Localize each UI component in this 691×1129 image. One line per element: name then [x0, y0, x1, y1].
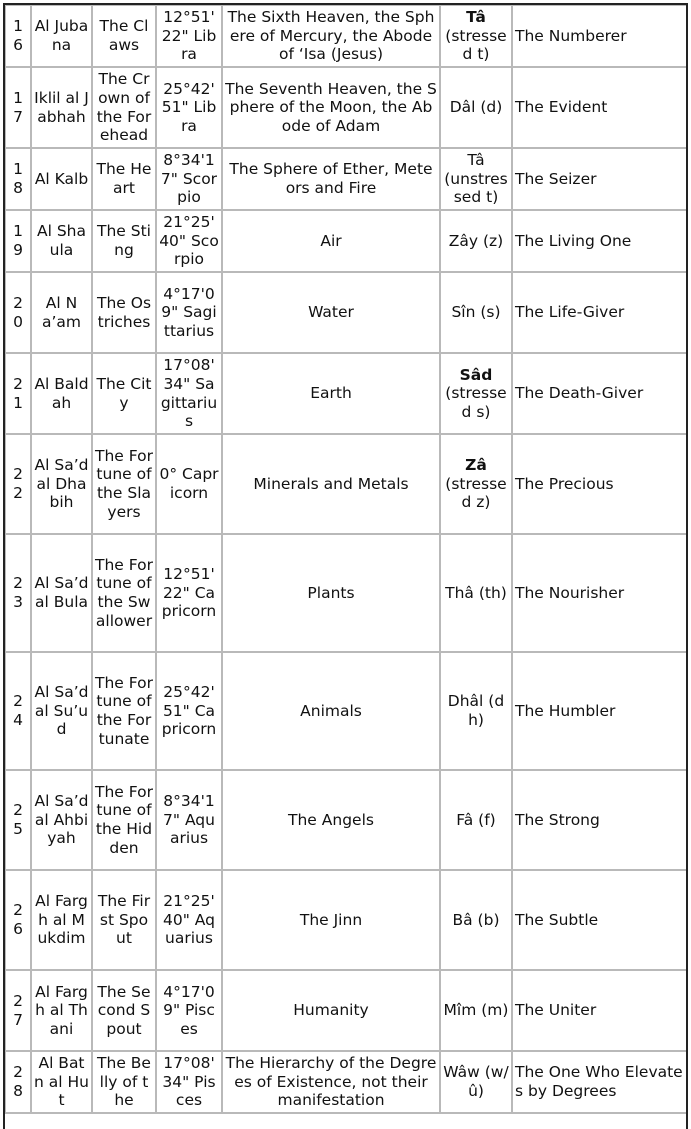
- mansion-divine-name: The Uniter: [515, 1001, 597, 1020]
- table-row: [5, 210, 688, 272]
- mansion-sphere-cell: [222, 870, 440, 970]
- mansion-position-cell: [156, 434, 222, 534]
- mansion-divine-name: The Death-Giver: [515, 384, 644, 403]
- mansion-meaning-cell: [92, 870, 156, 970]
- mansion-sphere: Water: [308, 303, 354, 322]
- mansion-number-digit-1: 2: [13, 801, 23, 820]
- mansion-name: Al Fargh al Thani: [35, 982, 88, 1038]
- mansion-sphere-cell: [222, 434, 440, 534]
- mansion-letter: Zây (z): [448, 231, 504, 250]
- mansion-letter: Thâ (th): [445, 583, 507, 602]
- mansion-position: 17°08' 34" Sagittarius: [160, 356, 218, 431]
- mansion-sphere-cell: [222, 770, 440, 870]
- mansion-letter-cell: [440, 353, 512, 434]
- mansion-sphere-cell: [222, 5, 440, 67]
- mansion-name: Al Sa’d al Ahbiyah: [34, 792, 89, 848]
- mansion-letter: Wâw (w/û): [443, 1063, 509, 1100]
- mansion-position-cell: [156, 148, 222, 210]
- mansion-number-digit-1: 2: [13, 1063, 23, 1082]
- mansion-meaning: The Sting: [97, 222, 151, 259]
- mansion-meaning-cell: [92, 534, 156, 652]
- mansion-divine-name: The Subtle: [515, 910, 599, 929]
- mansion-name: Al Na’am: [41, 293, 82, 331]
- mansion-number-digit-1: 2: [13, 991, 23, 1010]
- mansion-number-digit-2: 5: [13, 820, 23, 838]
- mansion-divine-name-cell: [512, 5, 688, 67]
- table-row: [5, 434, 688, 534]
- mansion-number-cell: [5, 67, 31, 148]
- mansion-name-cell: [31, 770, 92, 870]
- mansion-position-cell: [156, 272, 222, 353]
- mansion-letter: Sîn (s): [451, 303, 501, 322]
- mansion-position-cell: [156, 770, 222, 870]
- mansion-sphere-cell: [222, 148, 440, 210]
- mansion-meaning-cell: [92, 652, 156, 770]
- mansion-meaning-cell: [92, 67, 156, 148]
- mansion-divine-name: The Evident: [515, 98, 608, 117]
- mansion-number-digit-2: 6: [13, 36, 23, 54]
- mansion-name-cell: [31, 1051, 92, 1113]
- mansion-sphere: The Jinn: [299, 910, 363, 929]
- mansion-name-cell: [31, 534, 92, 652]
- mansion-name: Al Sa’d al Bula: [34, 574, 89, 611]
- mansion-letter: Dhâl (dh): [447, 692, 505, 729]
- mansion-meaning: The Fortune of the Hidden: [95, 782, 153, 857]
- mansion-divine-name-cell: [512, 148, 688, 210]
- mansion-name-cell: [31, 870, 92, 970]
- mansion-meaning: The City: [96, 374, 152, 412]
- mansion-name: Al Baldah: [34, 374, 89, 412]
- mansion-position: 17°08' 34" Pisces: [162, 1054, 216, 1110]
- table-row: [5, 970, 688, 1051]
- mansion-divine-name-cell: [512, 434, 688, 534]
- mansion-sphere-cell: [222, 1051, 440, 1113]
- mansion-number-digit-1: 2: [13, 293, 23, 312]
- mansion-number-digit-1: 2: [13, 901, 23, 920]
- mansion-letter-note: (stressed t): [445, 26, 507, 64]
- mansion-divine-name-cell: [512, 970, 688, 1051]
- mansion-sphere: Animals: [300, 701, 362, 720]
- table-row: [5, 1051, 688, 1113]
- mansion-name: Al Sa’d al Su’ud: [34, 683, 89, 739]
- mansion-sphere-cell: [222, 353, 440, 434]
- mansion-divine-name: The Living One: [515, 231, 632, 250]
- mansion-name: Al Shaula: [37, 222, 86, 259]
- mansion-position-cell: [156, 652, 222, 770]
- mansion-sphere: Plants: [307, 583, 355, 602]
- mansion-meaning-cell: [92, 148, 156, 210]
- mansion-sphere: The Seventh Heaven, the Sphere of the Moon, the Abode of Adam: [225, 79, 437, 135]
- table-row: [5, 148, 688, 210]
- mansion-divine-name-cell: [512, 652, 688, 770]
- table-row: [5, 67, 688, 148]
- mansion-name-cell: [31, 5, 92, 67]
- mansion-sphere-cell: [222, 534, 440, 652]
- mansion-letter: Fâ (f): [456, 810, 496, 829]
- mansion-number-digit-2: 9: [13, 241, 23, 259]
- table-row: [5, 353, 688, 434]
- mansion-position-cell: [156, 210, 222, 272]
- mansion-letter-cell: [440, 870, 512, 970]
- mansion-letter-cell: [440, 534, 512, 652]
- mansion-name-cell: [31, 210, 92, 272]
- table-row: [5, 534, 688, 652]
- mansion-meaning: The Fortune of the Slayers: [95, 446, 153, 521]
- mansion-number-cell: [5, 434, 31, 534]
- mansion-name-cell: [31, 272, 92, 353]
- mansion-sphere: Earth: [310, 384, 352, 403]
- mansion-meaning: The Fortune of the Fortunate: [95, 673, 153, 748]
- mansion-number-digit-1: 2: [13, 692, 23, 711]
- mansion-name-cell: [31, 353, 92, 434]
- mansion-position: 12°51' 22" Capricorn: [161, 565, 217, 621]
- mansion-position: 0° Capricorn: [159, 465, 219, 502]
- mansion-letter: Sâd: [459, 365, 493, 384]
- mansion-meaning: The Belly of the: [97, 1054, 151, 1110]
- mansion-position: 25°42' 51" Capricorn: [161, 683, 217, 739]
- mansion-position-cell: [156, 353, 222, 434]
- table-body: [5, 5, 688, 1113]
- mansion-sphere-cell: [222, 970, 440, 1051]
- mansion-letter-cell: [440, 210, 512, 272]
- mansion-number-cell: [5, 534, 31, 652]
- mansion-number-digit-1: 1: [13, 88, 23, 107]
- mansion-sphere: The Sixth Heaven, the Sphere of Mercury, the Abode of ‘Isa (Jesus): [227, 8, 435, 64]
- mansion-meaning-cell: [92, 5, 156, 67]
- mansion-number-cell: [5, 272, 31, 353]
- mansion-number-digit-2: 6: [13, 920, 23, 938]
- mansion-letter: Tâ: [467, 151, 485, 170]
- mansion-divine-name: The One Who Elevates by Degrees: [515, 1063, 683, 1100]
- mansion-sphere-cell: [222, 652, 440, 770]
- mansion-divine-name-cell: [512, 770, 688, 870]
- mansion-number-digit-1: 1: [13, 160, 23, 179]
- mansion-divine-name: The Seizer: [515, 169, 597, 188]
- mansion-name: Al Batn al Hut: [34, 1054, 89, 1110]
- mansion-name-cell: [31, 434, 92, 534]
- mansion-meaning: The First Spout: [97, 892, 151, 948]
- mansion-name-cell: [31, 148, 92, 210]
- mansion-number-cell: [5, 770, 31, 870]
- mansion-divine-name-cell: [512, 210, 688, 272]
- mansion-name: Al Sa’d al Dhabih: [34, 456, 89, 512]
- mansion-letter-note: (stressed z): [445, 474, 507, 512]
- mansion-meaning-cell: [92, 1051, 156, 1113]
- mansion-divine-name: The Precious: [515, 474, 614, 493]
- mansion-divine-name: The Humbler: [515, 701, 616, 720]
- mansion-meaning-cell: [92, 970, 156, 1051]
- mansion-letter-cell: [440, 148, 512, 210]
- table-row: [5, 5, 688, 67]
- mansion-meaning-cell: [92, 272, 156, 353]
- mansion-name-cell: [31, 67, 92, 148]
- mansion-meaning: The Claws: [99, 17, 149, 54]
- mansion-sphere-cell: [222, 67, 440, 148]
- mansion-position: 4°17'09" Pisces: [163, 982, 215, 1038]
- table-row: [5, 272, 688, 353]
- mansion-letter-cell: [440, 434, 512, 534]
- mansion-meaning: The Ostriches: [96, 293, 152, 331]
- mansion-number-cell: [5, 210, 31, 272]
- mansion-letter-cell: [440, 970, 512, 1051]
- mansion-meaning-cell: [92, 353, 156, 434]
- mansion-number-digit-1: 2: [13, 574, 23, 593]
- mansion-number-cell: [5, 1051, 31, 1113]
- mansion-divine-name: The Strong: [515, 810, 600, 829]
- mansion-sphere-cell: [222, 272, 440, 353]
- mansion-sphere-cell: [222, 210, 440, 272]
- mansion-position: 4°17'09" Sagittarius: [161, 284, 217, 340]
- mansion-position: 21°25' 40" Scorpio: [159, 213, 219, 269]
- mansion-position: 8°34'17" Aquarius: [163, 792, 215, 848]
- mansion-position-cell: [156, 870, 222, 970]
- mansion-number-digit-2: 3: [13, 593, 23, 611]
- mansion-letter-cell: [440, 5, 512, 67]
- mansion-number-digit-2: 4: [13, 711, 23, 729]
- mansion-letter: Dâl (d): [449, 98, 503, 117]
- mansion-letter-note: (unstressed t): [444, 169, 508, 207]
- lunar-mansions-table: [4, 4, 688, 1114]
- mansion-letter-cell: [440, 67, 512, 148]
- mansion-number-digit-2: 2: [13, 484, 23, 502]
- mansion-number-digit-2: 0: [13, 312, 23, 331]
- mansion-divine-name: The Nourisher: [515, 583, 625, 602]
- mansion-letter: Tâ: [466, 8, 486, 27]
- mansion-name: Al Fargh al Mukdim: [35, 892, 88, 948]
- mansion-number-digit-1: 1: [13, 17, 23, 36]
- mansion-number-digit-2: 7: [13, 1010, 23, 1029]
- mansion-letter: Zâ: [465, 456, 487, 475]
- mansion-number-cell: [5, 970, 31, 1051]
- mansion-position-cell: [156, 1051, 222, 1113]
- mansion-meaning: The Heart: [96, 160, 152, 197]
- mansion-position-cell: [156, 67, 222, 148]
- mansion-number-cell: [5, 870, 31, 970]
- mansion-divine-name-cell: [512, 67, 688, 148]
- mansion-number-cell: [5, 5, 31, 67]
- table-row: [5, 652, 688, 770]
- mansion-letter-cell: [440, 1051, 512, 1113]
- mansion-number-digit-1: 2: [13, 374, 23, 393]
- mansion-number-cell: [5, 353, 31, 434]
- mansion-meaning-cell: [92, 434, 156, 534]
- mansion-number-digit-2: 7: [13, 107, 23, 126]
- mansion-meaning: The Second Spout: [97, 982, 151, 1038]
- mansion-meaning: The Fortune of the Swallower: [95, 555, 153, 630]
- mansion-number-digit-2: 8: [13, 1082, 23, 1100]
- mansion-divine-name-cell: [512, 272, 688, 353]
- mansion-position: 8°34'17" Scorpio: [160, 151, 218, 207]
- mansion-letter-cell: [440, 272, 512, 353]
- mansion-number-cell: [5, 652, 31, 770]
- mansion-name: Al Jubana: [34, 17, 89, 54]
- mansion-sphere: The Sphere of Ether, Meteors and Fire: [229, 160, 433, 197]
- mansion-sphere: Humanity: [293, 1001, 369, 1020]
- mansion-divine-name-cell: [512, 1051, 688, 1113]
- mansion-name: Iklil al Jabhah: [34, 88, 89, 126]
- mansion-number-digit-2: 1: [13, 393, 23, 412]
- mansion-position: 25°42' 51" Libra: [161, 79, 217, 135]
- mansion-divine-name: The Numberer: [515, 26, 627, 45]
- mansion-position-cell: [156, 5, 222, 67]
- table-frame: [3, 3, 688, 1129]
- mansion-number-cell: [5, 148, 31, 210]
- mansion-position: 21°25' 40" Aquarius: [163, 892, 215, 948]
- mansion-letter: Mîm (m): [443, 1001, 509, 1020]
- mansion-divine-name: The Life-Giver: [515, 303, 625, 322]
- mansion-divine-name-cell: [512, 870, 688, 970]
- mansion-number-digit-2: 8: [13, 179, 23, 197]
- mansion-letter: Bâ (b): [452, 910, 500, 929]
- mansion-meaning-cell: [92, 210, 156, 272]
- mansion-divine-name-cell: [512, 353, 688, 434]
- table-row: [5, 870, 688, 970]
- table-row: [5, 770, 688, 870]
- mansion-name: Al Kalb: [34, 169, 89, 188]
- mansion-sphere: The Angels: [288, 810, 374, 829]
- mansion-number-digit-1: 2: [13, 465, 23, 484]
- mansion-divine-name-cell: [512, 534, 688, 652]
- mansion-number-digit-1: 1: [13, 222, 23, 241]
- mansion-letter-cell: [440, 770, 512, 870]
- mansion-letter-note: (stressed s): [445, 384, 507, 421]
- mansion-sphere: Air: [320, 231, 342, 250]
- mansion-name-cell: [31, 652, 92, 770]
- mansion-sphere: The Hierarchy of the Degrees of Existence, not their manifestation: [225, 1054, 437, 1110]
- mansion-meaning-cell: [92, 770, 156, 870]
- mansion-position-cell: [156, 534, 222, 652]
- mansion-position-cell: [156, 970, 222, 1051]
- mansion-meaning: The Crown of the Forehead: [96, 70, 152, 145]
- mansion-sphere: Minerals and Metals: [253, 474, 409, 493]
- mansion-position: 12°51' 22" Libra: [161, 8, 217, 64]
- mansion-letter-cell: [440, 652, 512, 770]
- mansion-name-cell: [31, 970, 92, 1051]
